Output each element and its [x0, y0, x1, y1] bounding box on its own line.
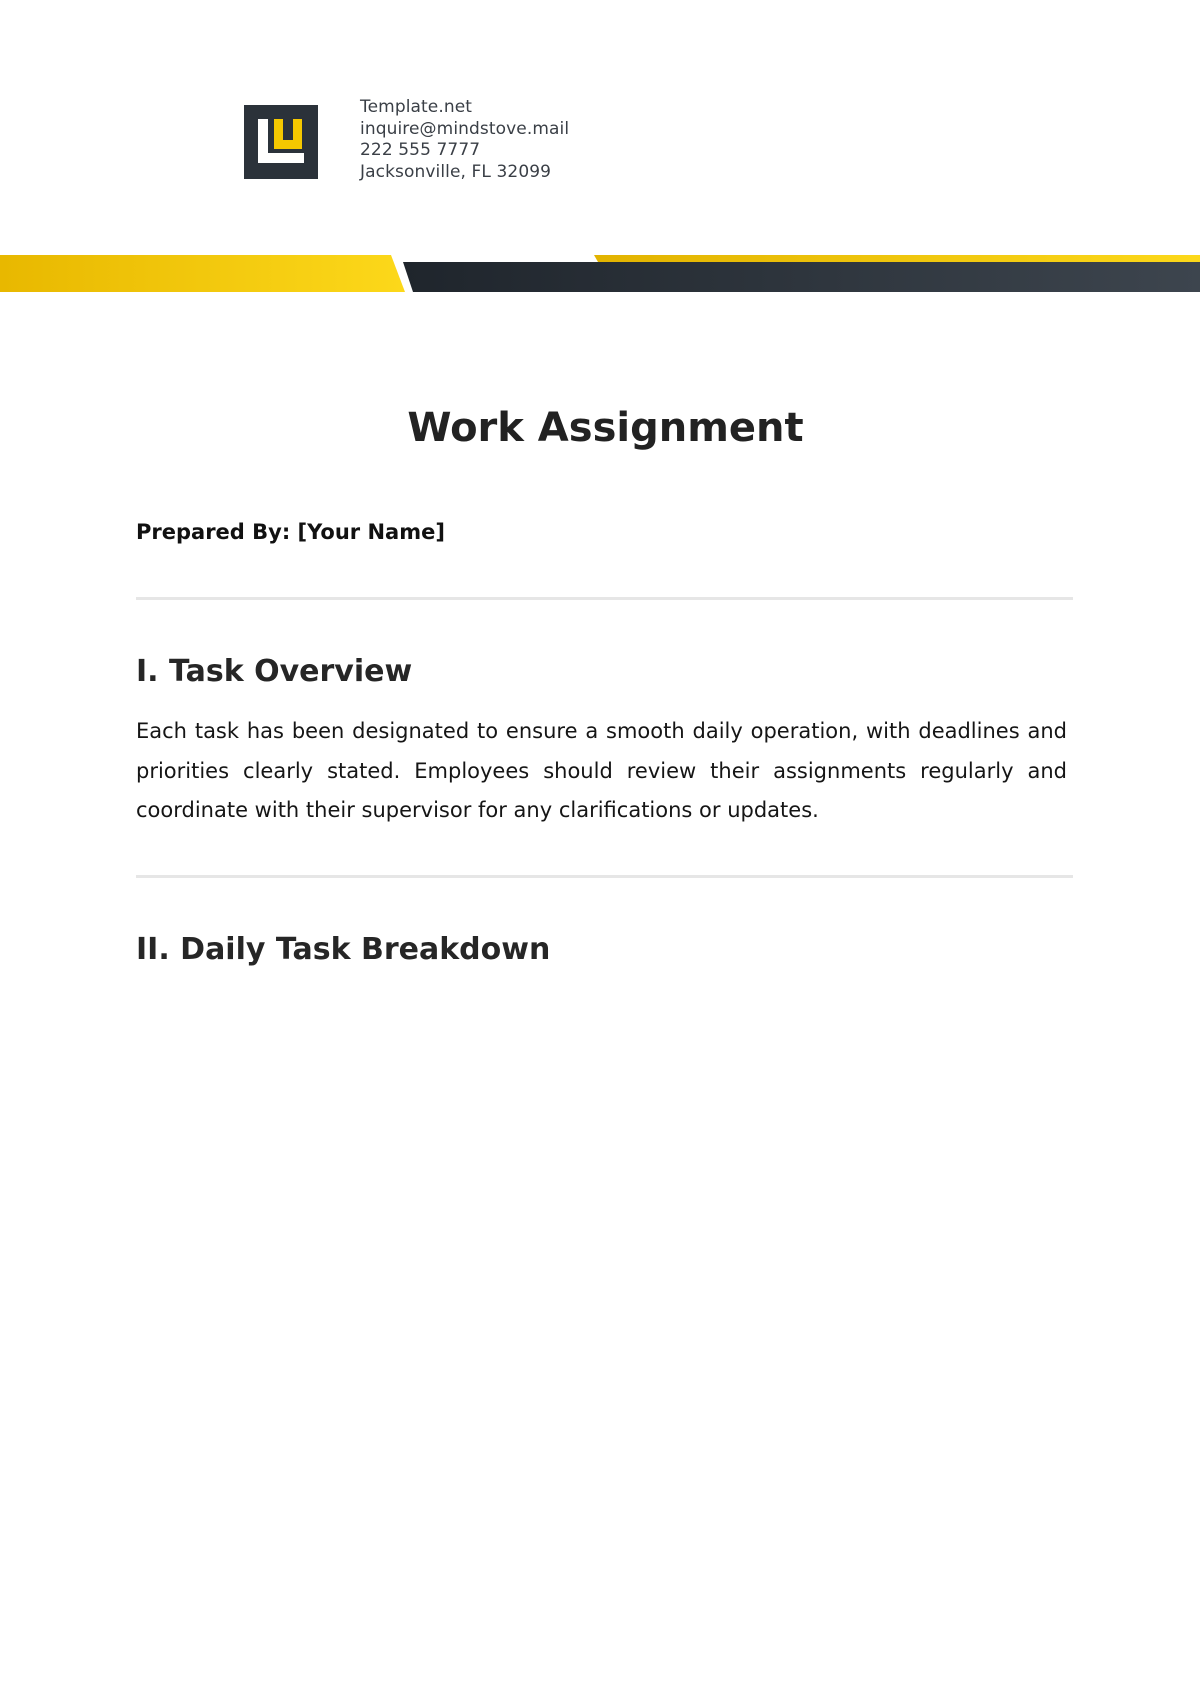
contact-block [360, 97, 569, 183]
company-logo-icon [244, 105, 318, 179]
section-heading-task-overview: I. Task Overview [136, 654, 413, 689]
contact-phone: 222 555 7777 [360, 140, 481, 160]
header-banner [0, 254, 1200, 292]
contact-email[interactable]: inquire@mindstove.mail [360, 118, 570, 139]
document-title: Work Assignment [407, 405, 804, 451]
section-divider [136, 875, 1073, 878]
contact-website[interactable]: Template.net [360, 97, 473, 117]
prepared-by: Prepared By: [Your Name] [136, 520, 445, 544]
section-divider [136, 597, 1073, 600]
contact-address: Jacksonville, FL 32099 [360, 161, 552, 182]
task-overview-paragraph: Each task has been designated to ensure a smooth daily operation, with deadlines and priorities clearly stated. Employees should review their assignments regularly and coordinate with their supervisor for any clarifications or updates. [136, 719, 1067, 822]
section-heading-daily-task-breakdown: II. Daily Task Breakdown [136, 932, 551, 967]
